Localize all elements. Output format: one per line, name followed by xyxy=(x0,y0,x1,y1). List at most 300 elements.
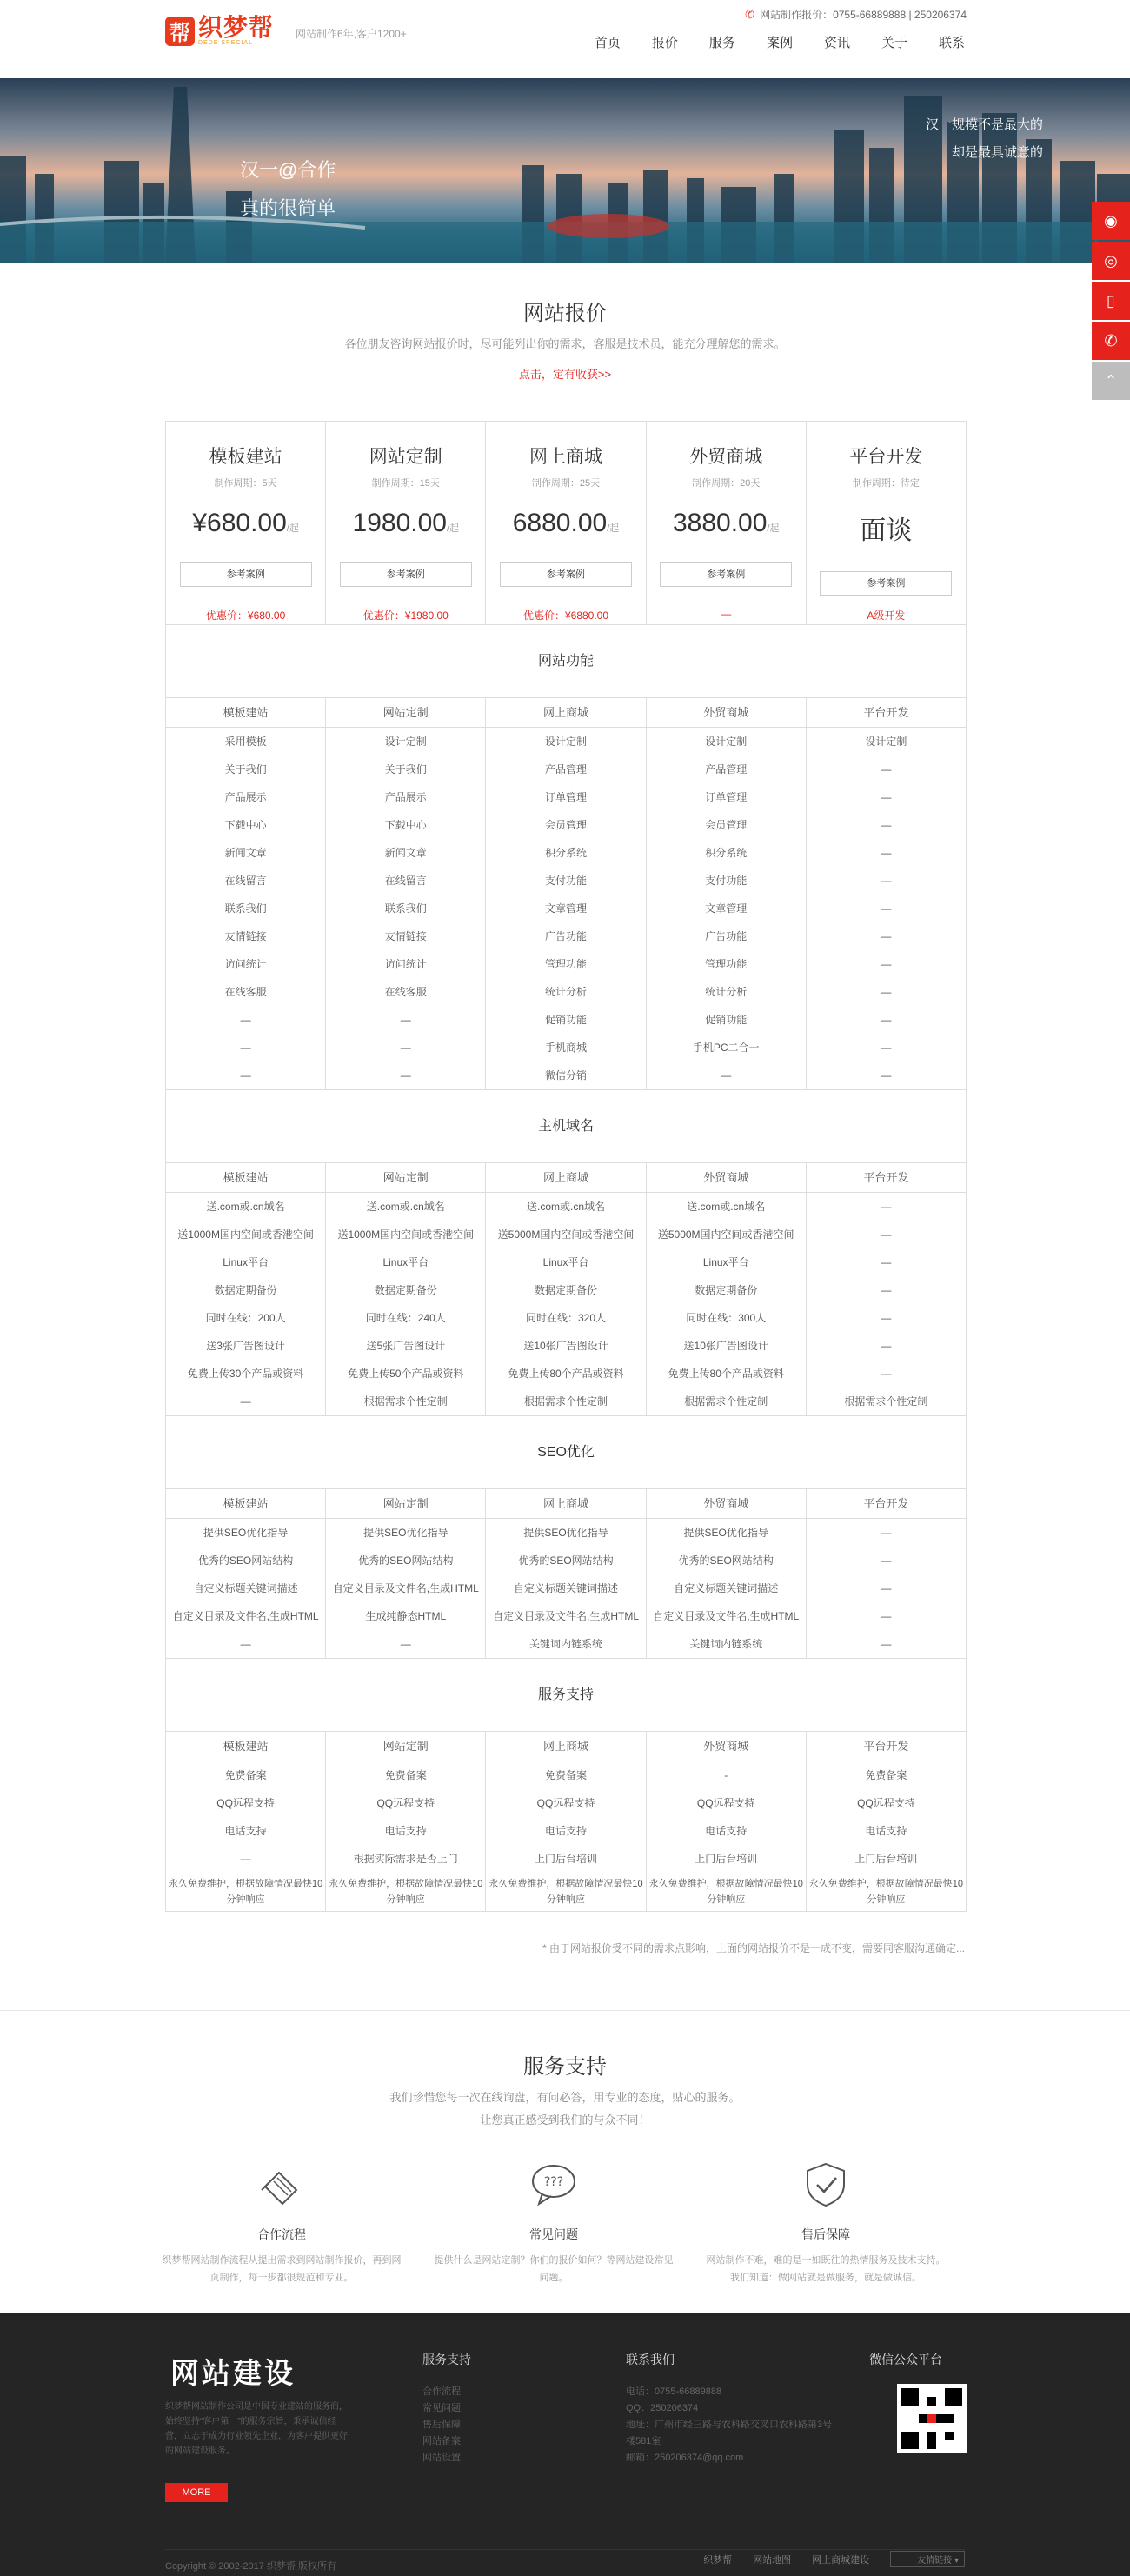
feature-cell: 在线留言 xyxy=(384,875,427,887)
feature-cell: 支付功能 xyxy=(705,875,748,887)
footer-logo: 网站建设 xyxy=(170,2356,296,2390)
feature-cell: 产品管理 xyxy=(545,763,588,775)
feature-cell: — xyxy=(881,875,892,887)
back-to-top-icon[interactable]: ⌃ xyxy=(1092,362,1130,400)
footer-link[interactable]: 售后保障 xyxy=(422,2420,461,2430)
feature-cell: — xyxy=(240,1014,251,1026)
feature-cell: 免费上传30个产品或资料 xyxy=(187,1368,304,1380)
feature-cell: 根据需求个性定制 xyxy=(684,1395,768,1408)
feature-cell: 设计定制 xyxy=(865,736,907,748)
plan-price-value: 3880.00 xyxy=(672,509,768,537)
footer-contact-item: 电话：0755-66889888 xyxy=(626,2386,722,2397)
feature-cell: 关键词内链系统 xyxy=(689,1638,763,1650)
feature-cell: 促销功能 xyxy=(545,1014,588,1026)
column-header: 网站定制 xyxy=(326,1732,485,1761)
feature-cell: 根据需求个性定制 xyxy=(844,1395,928,1408)
feature-cell: 文章管理 xyxy=(705,902,748,915)
feature-cell: 统计分析 xyxy=(545,986,588,998)
feature-cell: — xyxy=(881,1228,892,1241)
logo-name: 织梦帮 xyxy=(198,13,275,42)
footer-link[interactable]: 常见问题 xyxy=(422,2403,461,2413)
feature-cell: — xyxy=(881,958,892,970)
column-header: 外贸商城 xyxy=(647,1732,806,1761)
feature-cell: 产品展示 xyxy=(384,791,427,803)
feature-cell: — xyxy=(881,986,892,998)
section-divider xyxy=(0,2010,1130,2011)
feature-cell: 自定义标题关键词描述 xyxy=(514,1582,619,1594)
feature-cell: — xyxy=(881,1256,892,1268)
feature-cell: 提供SEO优化指导 xyxy=(203,1527,289,1539)
plan-price-value: 面谈 xyxy=(860,516,913,545)
plan-column xyxy=(807,1163,966,1415)
feature-cell: 数据定期备份 xyxy=(214,1284,277,1296)
feature-cell: 产品管理 xyxy=(705,763,748,775)
plan-column xyxy=(326,1163,486,1415)
feature-cell: — xyxy=(881,1527,892,1539)
feature-cell: - xyxy=(724,1769,728,1781)
column-header: 网上商城 xyxy=(486,1163,645,1193)
logo[interactable] xyxy=(165,13,275,46)
feature-cell: — xyxy=(881,763,892,775)
plan-price-value: ¥680.00 xyxy=(192,509,287,537)
feature-cell: 提供SEO优化指导 xyxy=(683,1527,768,1539)
plan-card xyxy=(647,422,807,624)
feature-cell: 下载中心 xyxy=(384,819,427,831)
footer-contact-item: QQ：250206374 xyxy=(626,2403,699,2413)
feature-cell: — xyxy=(240,1638,251,1650)
feature-cell: 新闻文章 xyxy=(224,847,267,859)
feature-cell: — xyxy=(240,1069,251,1082)
feature-cell: 设计定制 xyxy=(384,736,427,748)
column-header: 外贸商城 xyxy=(647,1163,806,1193)
feature-cell: 根据需求个性定制 xyxy=(363,1395,448,1408)
feature-cell: 自定义目录及文件名,生成HTML xyxy=(493,1610,640,1622)
pricing-note: * 由于网站报价受不同的需求点影响，上面的网站报价不是一成不变，需要同客服沟通确定... xyxy=(542,1942,965,1954)
footer-col-title: 联系我们 xyxy=(626,2353,675,2366)
plan-column xyxy=(166,1489,326,1658)
service-item-title: 合作流程 xyxy=(257,2227,306,2241)
feature-cell: 永久免费维护，根据故障情况最快10分钟响应 xyxy=(168,1879,323,1905)
qq-icon[interactable]: ◉ xyxy=(1092,202,1130,240)
section-title: 网站功能 xyxy=(166,625,966,698)
feature-cell: 上门后台培训 xyxy=(854,1853,918,1865)
plan-column xyxy=(166,1163,326,1415)
feature-cell: 自定义目录及文件名,生成HTML xyxy=(653,1610,800,1622)
feature-cell: 订单管理 xyxy=(545,791,588,803)
feature-cell: 送1000M国内空间或香港空间 xyxy=(177,1228,314,1241)
footer-col-title: 微信公众平台 xyxy=(869,2353,942,2366)
banner-left-line2: 真的很简单 xyxy=(240,197,336,219)
service-item-title: 常见问题 xyxy=(529,2227,578,2241)
shield-check-icon xyxy=(802,2160,849,2207)
plan-cycle: 制作周期：5天 xyxy=(214,478,277,489)
feature-cell: — xyxy=(400,1014,411,1026)
tagline: 网站制作6年,客户1200+ xyxy=(296,28,407,40)
phone-call-icon[interactable]: ✆ xyxy=(1092,322,1130,360)
service-item-faq[interactable] xyxy=(423,2160,684,2286)
feature-cell: 免费备案 xyxy=(384,1769,427,1781)
feature-cell: 根据需求个性定制 xyxy=(524,1395,608,1408)
feature-cell: — xyxy=(881,1554,892,1567)
feature-cell: 管理功能 xyxy=(705,958,748,970)
feature-cell: 免费上传50个产品或资料 xyxy=(348,1368,464,1380)
column-header: 模板建站 xyxy=(166,1489,325,1519)
column-header: 平台开发 xyxy=(807,698,966,728)
feature-cell: 优秀的SEO网站结构 xyxy=(197,1554,294,1567)
feature-cell: — xyxy=(881,1201,892,1213)
feature-cell: 积分系统 xyxy=(545,847,588,859)
feature-cell: Linux平台 xyxy=(702,1256,749,1268)
feature-cell: QQ远程支持 xyxy=(376,1797,435,1809)
feature-cell: QQ远程支持 xyxy=(696,1797,755,1809)
feature-cell: 访问统计 xyxy=(224,958,267,970)
feature-cell: — xyxy=(240,1853,251,1865)
feature-cell: — xyxy=(881,930,892,942)
plan-extra: 优惠价：¥680.00 xyxy=(205,609,286,622)
feature-cell: 同时在线：320人 xyxy=(525,1312,607,1324)
feature-cell: 优秀的SEO网站结构 xyxy=(518,1554,614,1567)
feature-cell: 永久免费维护，根据故障情况最快10分钟响应 xyxy=(648,1879,803,1905)
nav-about[interactable]: 关于 xyxy=(881,36,907,50)
service-line2: 让您真正感受到我们的与众不同！ xyxy=(480,2113,650,2127)
plan-card xyxy=(486,422,646,624)
footer-more-button[interactable]: MORE xyxy=(165,2483,228,2502)
plan-extra: A级开发 xyxy=(867,609,906,622)
feature-section xyxy=(166,1659,966,1912)
nav-contact[interactable]: 联系 xyxy=(938,36,965,50)
banner-slogan-right xyxy=(926,111,1043,167)
feature-cell: 下载中心 xyxy=(224,819,267,831)
feature-cell: 提供SEO优化指导 xyxy=(523,1527,608,1539)
friend-links-select[interactable]: 友情链接 ▾ xyxy=(890,2551,965,2567)
feature-cell: — xyxy=(881,1014,892,1026)
plan-price-unit: /起 xyxy=(767,523,780,534)
feature-cell: — xyxy=(881,1312,892,1324)
feature-cell: 电话支持 xyxy=(384,1825,427,1837)
svg-text:???: ??? xyxy=(543,2175,564,2189)
top-phone xyxy=(745,7,967,22)
plan-case-button[interactable]: 参考案例 xyxy=(820,571,952,596)
service-item-desc: 网站制作不难，难的是一如既往的热情服务及技术支持。我们知道：做网站就是做服务，就是做诚信。 xyxy=(706,2255,946,2283)
plan-cycle: 制作周期：待定 xyxy=(852,478,920,489)
feature-cell: — xyxy=(881,1610,892,1622)
feature-cell: Linux平台 xyxy=(382,1256,429,1268)
feature-cell: 送5000M国内空间或香港空间 xyxy=(497,1228,635,1241)
feature-cell: — xyxy=(881,847,892,859)
feature-cell: Linux平台 xyxy=(223,1256,269,1268)
feature-cell: — xyxy=(881,1582,892,1594)
banner-right-line1: 汉一规模不是最大的 xyxy=(925,117,1043,132)
pricing-title: 网站报价 xyxy=(523,302,607,325)
plan-column xyxy=(166,698,326,1089)
footer-col-title: 服务支持 xyxy=(422,2353,471,2366)
column-header: 模板建站 xyxy=(166,1732,325,1761)
plan-case-button[interactable]: 参考案例 xyxy=(500,562,632,587)
service-item-aftersale[interactable] xyxy=(695,2160,956,2286)
feature-cell: 永久免费维护，根据故障情况最快10分钟响应 xyxy=(808,1879,964,1905)
column-header: 外贸商城 xyxy=(647,1489,806,1519)
feature-cell: 送.com或.cn域名 xyxy=(206,1201,285,1213)
feature-cell: — xyxy=(240,1395,251,1408)
feature-cell: 电话支持 xyxy=(545,1825,588,1837)
footer-contact-col xyxy=(626,2351,834,2466)
feature-cell: — xyxy=(881,902,892,915)
feature-cell: 数据定期备份 xyxy=(374,1284,437,1296)
feature-cell: — xyxy=(881,819,892,831)
pricing-subtitle: 各位朋友咨询网站报价时，尽可能列出你的需求，客服是技术员，能充分理解您的需求。 xyxy=(344,337,786,350)
section-title: SEO优化 xyxy=(166,1416,966,1489)
footer-bottom-link[interactable]: 网站地图 xyxy=(753,2554,792,2566)
plan-price xyxy=(647,509,806,538)
feature-section xyxy=(166,625,966,1090)
plan-card xyxy=(326,422,486,624)
footer-link[interactable]: 网站备案 xyxy=(422,2436,461,2446)
footer-service-col xyxy=(422,2351,471,2466)
plan-column xyxy=(326,1732,486,1911)
plan-price xyxy=(166,509,325,538)
column-header: 平台开发 xyxy=(807,1489,966,1519)
column-header: 网上商城 xyxy=(486,1489,645,1519)
footer-wechat-col xyxy=(869,2351,942,2384)
plan-column xyxy=(486,1163,646,1415)
plan-name: 模板建站 xyxy=(209,447,282,467)
feature-cell: 支付功能 xyxy=(545,875,588,887)
column-header: 网站定制 xyxy=(326,698,485,728)
site-footer xyxy=(0,2313,1130,2576)
feature-cell: 联系我们 xyxy=(224,902,267,915)
nav-cases[interactable]: 案例 xyxy=(766,36,793,50)
plan-name: 外贸商城 xyxy=(689,447,763,467)
plan-column xyxy=(486,1732,646,1911)
feature-cell: 永久免费维护，根据故障情况最快10分钟响应 xyxy=(489,1879,643,1905)
friend-links-label: 友情链接 xyxy=(917,2556,953,2566)
column-header: 模板建站 xyxy=(166,698,325,728)
section-title: 主机域名 xyxy=(166,1090,966,1163)
feature-cell: QQ远程支持 xyxy=(857,1797,915,1809)
nav-service[interactable]: 服务 xyxy=(708,36,735,50)
feature-cell: 在线客服 xyxy=(224,986,267,998)
plan-column xyxy=(326,1489,486,1658)
feature-cell: 采用模板 xyxy=(224,736,267,748)
plan-price-value: 1980.00 xyxy=(352,509,447,537)
feature-section xyxy=(166,1090,966,1416)
feature-cell: 手机商城 xyxy=(545,1042,588,1054)
logo-subtitle: DEDE SPECIAL xyxy=(198,40,253,46)
section-columns xyxy=(166,698,966,1089)
feature-cell: 同时在线：200人 xyxy=(205,1312,286,1324)
logo-mark: 帮 xyxy=(165,17,195,46)
nav-home[interactable]: 首页 xyxy=(594,36,621,50)
feature-cell: — xyxy=(400,1638,411,1650)
feature-cell: 手机PC二合一 xyxy=(692,1042,760,1054)
plan-price xyxy=(326,509,485,538)
handshake-icon xyxy=(258,2160,305,2207)
banner-slogan-left xyxy=(240,151,336,228)
footer-contact-item: 邮箱：250206374@qq.com xyxy=(626,2453,744,2463)
plan-price-value: 6880.00 xyxy=(512,509,608,537)
plan-card xyxy=(807,422,966,624)
plan-column xyxy=(166,1732,326,1911)
service-item-process[interactable] xyxy=(151,2160,412,2286)
plan-cycle: 制作周期：25天 xyxy=(531,478,601,489)
plan-price xyxy=(807,509,966,547)
section-title: 服务支持 xyxy=(166,1659,966,1732)
column-header: 平台开发 xyxy=(807,1732,966,1761)
service-item-title: 售后保障 xyxy=(801,2227,850,2241)
plan-column xyxy=(807,1732,966,1911)
feature-cell: 订单管理 xyxy=(705,791,748,803)
feature-cell: 送.com或.cn域名 xyxy=(527,1201,606,1213)
phone-icon: ✆ xyxy=(745,7,755,21)
footer-link[interactable]: 合作流程 xyxy=(422,2386,461,2397)
feature-cell: 送1000M国内空间或香港空间 xyxy=(337,1228,475,1241)
feature-cell: — xyxy=(881,791,892,803)
feature-cell: 电话支持 xyxy=(224,1825,267,1837)
hero-banner xyxy=(0,78,1130,263)
column-header: 平台开发 xyxy=(807,1163,966,1193)
plan-name: 网上商城 xyxy=(529,447,602,467)
feature-cell: 数据定期备份 xyxy=(695,1284,758,1296)
feature-cell: 永久免费维护，根据故障情况最快10分钟响应 xyxy=(329,1879,483,1905)
city-skyline-image xyxy=(0,78,1130,263)
plan-row xyxy=(166,422,966,625)
feature-cell: 电话支持 xyxy=(705,1825,748,1837)
service-item-desc: 织梦帮网站制作流程从提出需求到网站制作报价，再到网页制作，每一步都很规范和专业。 xyxy=(162,2255,402,2283)
wechat-qr-code xyxy=(897,2384,967,2453)
feature-cell: 优秀的SEO网站结构 xyxy=(678,1554,774,1567)
plan-name: 网站定制 xyxy=(369,447,442,467)
feature-cell: — xyxy=(881,1368,892,1380)
section-columns xyxy=(166,1489,966,1658)
feature-cell: QQ远程支持 xyxy=(536,1797,595,1809)
column-header: 网上商城 xyxy=(486,698,645,728)
feature-cell: 关于我们 xyxy=(384,763,427,775)
banner-right-line2: 却是最具诚意的 xyxy=(951,145,1043,160)
nav-news[interactable]: 资讯 xyxy=(823,36,850,50)
footer-bottom-link[interactable]: 织梦帮 xyxy=(703,2554,733,2566)
feature-cell: 管理功能 xyxy=(545,958,588,970)
plan-column xyxy=(807,698,966,1089)
plan-price-unit: /起 xyxy=(286,523,299,534)
feature-cell: 上门后台培训 xyxy=(535,1853,598,1865)
plan-cycle: 制作周期：15天 xyxy=(371,478,440,489)
banner-left-line1: 汉一@合作 xyxy=(240,159,336,181)
feature-cell: 上门后台培训 xyxy=(695,1853,758,1865)
feature-cell: 自定义目录及文件名,生成HTML xyxy=(332,1582,479,1594)
feature-cell: 自定义目录及文件名,生成HTML xyxy=(172,1610,319,1622)
feature-cell: — xyxy=(881,1340,892,1352)
feature-cell: 联系我们 xyxy=(384,902,427,915)
feature-cell: — xyxy=(881,1638,892,1650)
feature-cell: 免费上传80个产品或资料 xyxy=(668,1368,784,1380)
qq-service-icon[interactable]: ◎ xyxy=(1092,242,1130,280)
feature-cell: 文章管理 xyxy=(545,902,588,915)
plan-column xyxy=(647,1489,807,1658)
copyright: Copyright © 2002-2017 织梦帮 版权所有 xyxy=(165,2561,337,2572)
plan-column xyxy=(647,698,807,1089)
mobile-icon[interactable]: ▯ xyxy=(1092,282,1130,320)
feature-cell: 送3张广告图设计 xyxy=(206,1340,285,1352)
feature-cell: — xyxy=(400,1042,411,1054)
feature-cell: 数据定期备份 xyxy=(535,1284,598,1296)
plan-column xyxy=(807,1489,966,1658)
feature-cell: 会员管理 xyxy=(705,819,748,831)
footer-bottom-link[interactable]: 网上商城建设 xyxy=(812,2554,870,2566)
feature-cell: 电话支持 xyxy=(865,1825,907,1837)
plan-column xyxy=(647,1163,807,1415)
plan-case-button[interactable]: 参考案例 xyxy=(180,562,312,587)
pricing-cta-link[interactable]: 点击，定有收获>> xyxy=(518,368,612,381)
feature-cell: 友情链接 xyxy=(384,930,427,942)
feature-section xyxy=(166,1416,966,1659)
footer-bottom-links xyxy=(682,2551,965,2567)
plan-price-unit: /起 xyxy=(447,523,460,534)
footer-link[interactable]: 网站设置 xyxy=(422,2453,461,2463)
service-line1: 我们珍惜您每一次在线询盘，有问必答，用专业的态度，贴心的服务。 xyxy=(389,2091,741,2104)
plan-extra: 优惠价：¥1980.00 xyxy=(362,609,449,622)
feature-cell: 统计分析 xyxy=(705,986,748,998)
plan-column xyxy=(486,1489,646,1658)
plan-price-unit: /起 xyxy=(607,523,620,534)
site-header xyxy=(0,0,1130,78)
feature-cell: 生成纯静态HTML xyxy=(365,1610,447,1622)
column-header: 模板建站 xyxy=(166,1163,325,1193)
column-header: 网站定制 xyxy=(326,1163,485,1193)
column-header: 网上商城 xyxy=(486,1732,645,1761)
feature-cell: 广告功能 xyxy=(705,930,748,942)
feature-cell: Linux平台 xyxy=(542,1256,589,1268)
feature-cell: 送10张广告图设计 xyxy=(683,1340,768,1352)
feature-cell: — xyxy=(240,1042,251,1054)
section-columns xyxy=(166,1163,966,1415)
feature-cell: 送.com或.cn域名 xyxy=(687,1201,766,1213)
feature-cell: 自定义标题关键词描述 xyxy=(193,1582,298,1594)
nav-pricing[interactable]: 报价 xyxy=(651,36,678,50)
footer-about: 织梦帮网站制作公司是中国专业建站的服务商，始终坚持“客户第一”的服务宗旨，秉承诚信经营，立志于成为行业领先企业，为客户提供更好的网站建设服务。 xyxy=(165,2402,348,2456)
feature-cell: 免费上传80个产品或资料 xyxy=(508,1368,624,1380)
plan-case-button[interactable]: 参考案例 xyxy=(340,562,472,587)
feature-cell: — xyxy=(721,1069,732,1082)
feature-cell: 送10张广告图设计 xyxy=(523,1340,608,1352)
feature-cell: 提供SEO优化指导 xyxy=(363,1527,449,1539)
feature-cell: 会员管理 xyxy=(545,819,588,831)
plan-price xyxy=(486,509,645,538)
feature-cell: 优秀的SEO网站结构 xyxy=(358,1554,454,1567)
feature-cell: 送.com或.cn域名 xyxy=(366,1201,445,1213)
plan-name: 平台开发 xyxy=(849,447,923,467)
feature-cell: 友情链接 xyxy=(224,930,267,942)
feature-cell: 在线客服 xyxy=(384,986,427,998)
feature-cell: 免费备案 xyxy=(545,1769,588,1781)
plan-column xyxy=(647,1732,807,1911)
feature-cell: 免费备案 xyxy=(865,1769,907,1781)
plan-case-button[interactable]: 参考案例 xyxy=(660,562,792,587)
feature-cell: 自定义标题关键词描述 xyxy=(674,1582,779,1594)
feature-cell: 免费备案 xyxy=(224,1769,267,1781)
feature-cell: 访问统计 xyxy=(384,958,427,970)
plan-cycle: 制作周期：20天 xyxy=(692,478,761,489)
chat-question-icon xyxy=(530,2160,577,2207)
feature-cell: 送5张广告图设计 xyxy=(366,1340,446,1352)
plan-extra: 优惠价：¥6880.00 xyxy=(522,609,609,622)
service-title: 服务支持 xyxy=(523,2055,607,2079)
feature-cell: 促销功能 xyxy=(705,1014,748,1026)
feature-cell: — xyxy=(881,1284,892,1296)
feature-cell: — xyxy=(881,1069,892,1082)
feature-cell: 设计定制 xyxy=(545,736,588,748)
top-phone-text: 网站制作报价：0755-66889888 | 250206374 xyxy=(760,9,967,21)
column-header: 外贸商城 xyxy=(647,698,806,728)
